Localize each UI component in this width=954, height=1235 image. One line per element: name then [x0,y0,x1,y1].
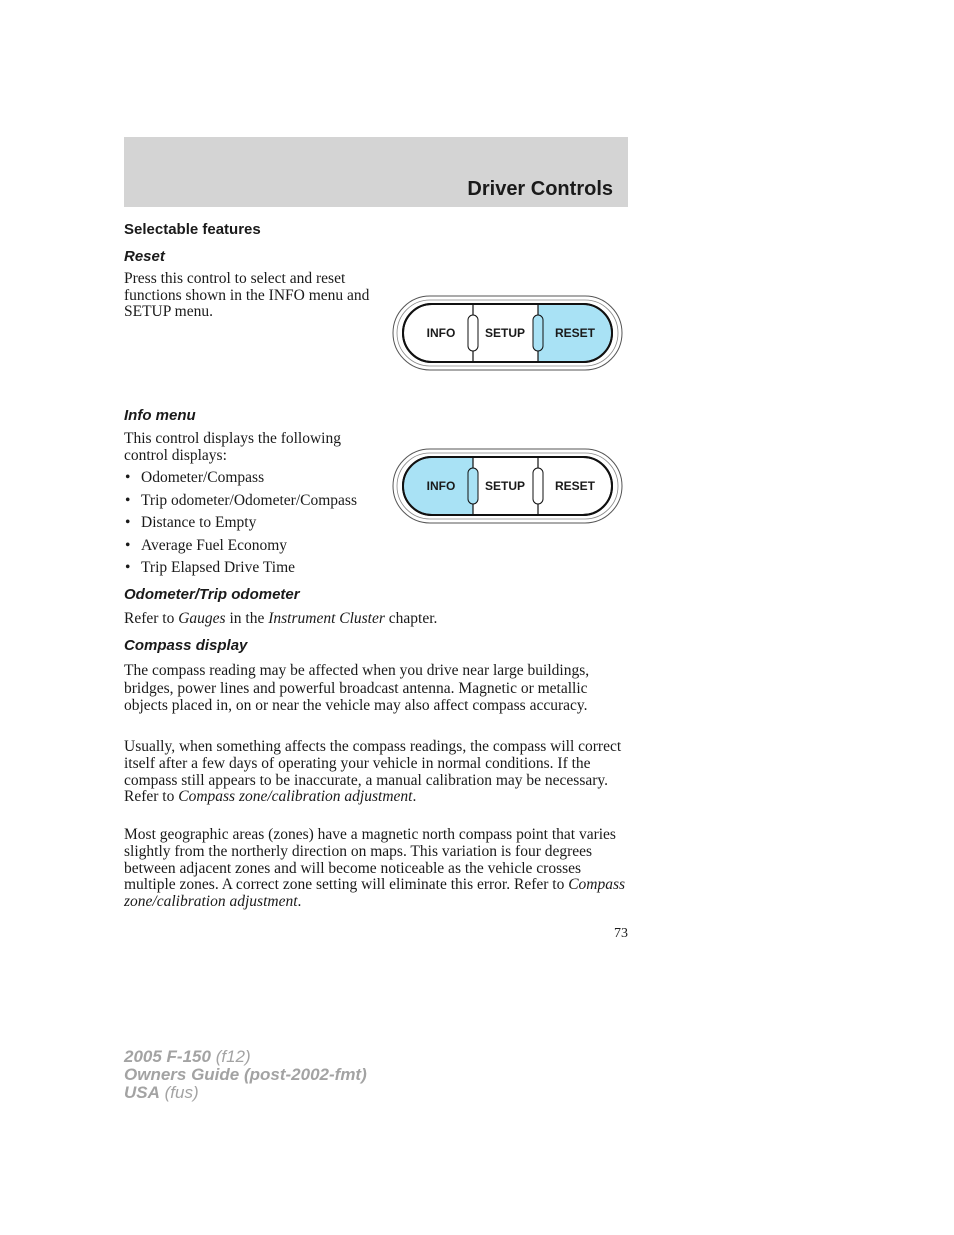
setup-button-label: SETUP [484,479,526,493]
info-button-label: INFO [426,326,456,340]
subsection-title-reset: Reset [124,248,165,265]
info-button-label: INFO [426,479,456,493]
footer-region: USA [124,1083,160,1102]
page-number: 73 [614,926,628,941]
chapter-title: Driver Controls [467,178,613,200]
reference-compass-calibration: Compass zone/calibration adjustment [178,788,413,806]
footer-model-code: (f12) [215,1047,251,1066]
footer-guide: Owners Guide (post-2002-fmt) [124,1065,367,1084]
compass-paragraph-2: Usually, when something affects the compass readings, the compass will correct itself after a few days of operating your vehicle in normal conditions. If the compass still appears to be inaccurate, a manual calibration may be necessary. Refer to Compass zone/calibration adjustment. [124,738,622,806]
compass-paragraph-1: The compass reading may be affected when you drive near large buildings, bridges, power lines and powerful broadcast antenna. Magnetic or metallic objects placed in, on or near the vehicle may also affect compass accuracy. [124,662,590,715]
footer-model: 2005 F-150 [124,1047,211,1066]
compass-paragraph-3: Most geographic areas (zones) have a magnetic north compass point that varies slightly from the northerly direction on maps. This variation is four degrees between adjacent zones and will become noticeable as the vehicle crosses multiple zones. A correct zone setting will eliminate this error. Refer to Compass zone/calibration adjustment. [124,826,626,911]
subsection-title-odometer: Odometer/Trip odometer [124,586,300,603]
setup-button-label: SETUP [484,326,526,340]
info-menu-list [124,470,394,583]
subsection-title-info-menu: Info menu [124,407,196,424]
reset-button-label: RESET [554,479,596,493]
header-band [124,137,628,207]
list-item: • Trip odometer/Odometer/Compass [124,493,394,510]
footer-region-code: (fus) [164,1083,199,1102]
subsection-title-compass-display: Compass display [124,637,248,654]
reset-description: Press this control to select and reset functions shown in the INFO menu and SETUP menu. [124,270,370,320]
odometer-reference: Refer to Gauges in the Instrument Cluster chapter. [124,610,438,627]
reference-instrument-cluster: Instrument Cluster [268,610,385,627]
reference-gauges: Gauges [178,610,226,627]
section-title-selectable-features: Selectable features [124,221,261,238]
list-item: • Average Fuel Economy [124,538,394,555]
button-panel-reset-highlighted [392,295,624,371]
info-menu-intro: This control displays the following control displays: [124,430,341,464]
list-item: • Odometer/Compass [124,470,394,487]
button-panel-info-highlighted [392,448,624,524]
list-item: • Trip Elapsed Drive Time [124,560,394,577]
list-item: • Distance to Empty [124,515,394,532]
reset-button-label: RESET [554,326,596,340]
document-footer [124,1048,367,1102]
reference-compass-calibration: Compass zone/calibration adjustment [124,876,626,911]
